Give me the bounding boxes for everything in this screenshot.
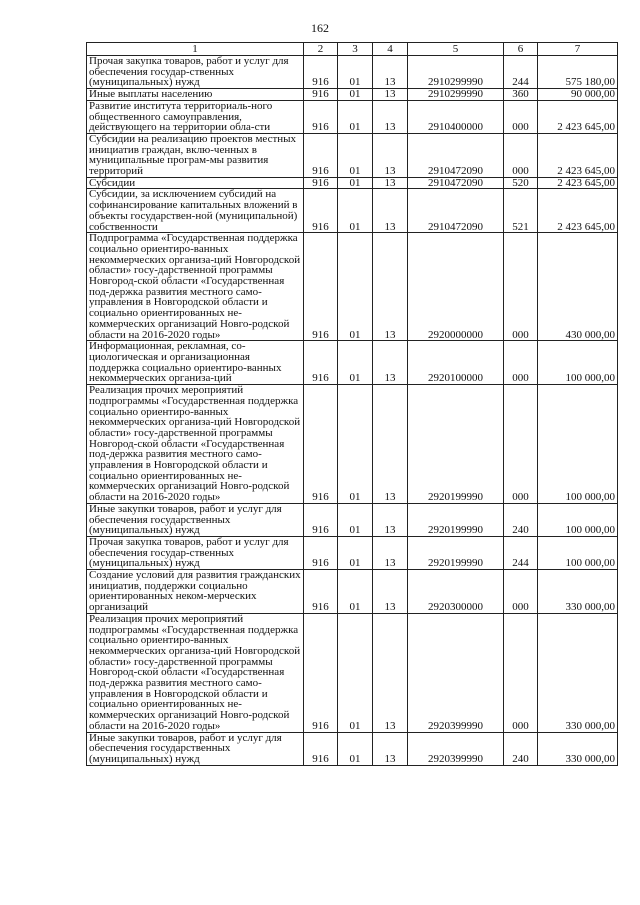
ministry-code: 916 (304, 503, 338, 536)
expense-type-code: 240 (504, 732, 538, 765)
subsection-code: 13 (373, 570, 408, 614)
subsection-code: 13 (373, 56, 408, 89)
column-header-6: 6 (504, 43, 538, 56)
section-code: 01 (338, 56, 373, 89)
table-row (87, 233, 618, 341)
subsection-code: 13 (373, 503, 408, 536)
ministry-code: 916 (304, 570, 338, 614)
section-code: 01 (338, 89, 373, 101)
ministry-code: 916 (304, 341, 338, 385)
amount: 575 180,00 (538, 56, 618, 89)
target-article-code: 2920399990 (408, 613, 504, 732)
expense-type-code: 000 (504, 570, 538, 614)
column-header-2: 2 (304, 43, 338, 56)
ministry-code: 916 (304, 732, 338, 765)
target-article-code: 2920199990 (408, 503, 504, 536)
item-name: Подпрограмма «Государственная поддержка социально ориентиро-ванных некоммерческих организа-ций Новгородской области» госу-дарственной программы Новгород-ской области «Государственная под-держка развития местного само-управления в Новгородской области и социально ориентированных не-коммерческих организаций Новго-родской области на 2016-2020 годы» (87, 233, 304, 341)
amount: 100 000,00 (538, 341, 618, 385)
ministry-code: 916 (304, 177, 338, 189)
section-code: 01 (338, 341, 373, 385)
amount: 2 423 645,00 (538, 189, 618, 233)
ministry-code: 916 (304, 189, 338, 233)
table-row (87, 56, 618, 89)
item-name: Прочая закупка товаров, работ и услуг для обеспечения государ-ственных (муниципальных) нужд (87, 56, 304, 89)
target-article-code: 2920100000 (408, 341, 504, 385)
target-article-code: 2910299990 (408, 89, 504, 101)
ministry-code: 916 (304, 56, 338, 89)
expense-type-code: 521 (504, 189, 538, 233)
section-code: 01 (338, 233, 373, 341)
ministry-code: 916 (304, 385, 338, 504)
section-code: 01 (338, 189, 373, 233)
ministry-code: 916 (304, 233, 338, 341)
target-article-code: 2910472090 (408, 189, 504, 233)
target-article-code: 2910400000 (408, 100, 504, 133)
expense-type-code: 244 (504, 536, 538, 569)
subsection-code: 13 (373, 233, 408, 341)
table-row (87, 89, 618, 101)
item-name: Создание условий для развития гражданских инициатив, поддержки социально ориентированных неком-мерческих организаций (87, 570, 304, 614)
subsection-code: 13 (373, 89, 408, 101)
item-name: Иные выплаты населению (87, 89, 304, 101)
subsection-code: 13 (373, 100, 408, 133)
target-article-code: 2910472090 (408, 177, 504, 189)
table-row (87, 385, 618, 504)
budget-table (86, 42, 618, 766)
amount: 330 000,00 (538, 613, 618, 732)
section-code: 01 (338, 570, 373, 614)
ministry-code: 916 (304, 133, 338, 177)
target-article-code: 2920300000 (408, 570, 504, 614)
section-code: 01 (338, 732, 373, 765)
amount: 100 000,00 (538, 536, 618, 569)
item-name: Субсидии, за исключением субсидий на софинансирование капитальных вложений в объекты государствен-ной (муниципальной) собственности (87, 189, 304, 233)
table-row (87, 503, 618, 536)
table-row (87, 100, 618, 133)
column-header-1: 1 (87, 43, 304, 56)
amount: 330 000,00 (538, 570, 618, 614)
target-article-code: 2920199990 (408, 385, 504, 504)
expense-type-code: 244 (504, 56, 538, 89)
item-name: Информационная, рекламная, со-циологическая и организационная поддержка социально ориентиро-ванных некоммерческих организа-ций (87, 341, 304, 385)
ministry-code: 916 (304, 100, 338, 133)
expense-type-code: 520 (504, 177, 538, 189)
expense-type-code: 360 (504, 89, 538, 101)
item-name: Реализация прочих мероприятий подпрограммы «Государственная поддержка социально ориентиро-ванных некоммерческих организа-ций Новгородской области» госу-дарственной программы Новгород-ской области «Государственная под-держка развития местного само-управления в Новгородской области и социально ориентированных не-коммерческих организаций Новго-родской области на 2016-2020 годы» (87, 613, 304, 732)
column-header-7: 7 (538, 43, 618, 56)
expense-type-code: 000 (504, 613, 538, 732)
table-row (87, 536, 618, 569)
amount: 100 000,00 (538, 385, 618, 504)
expense-type-code: 000 (504, 341, 538, 385)
amount: 430 000,00 (538, 233, 618, 341)
ministry-code: 916 (304, 613, 338, 732)
item-name: Прочая закупка товаров, работ и услуг для обеспечения государ-ственных (муниципальных) нужд (87, 536, 304, 569)
expense-type-code: 000 (504, 385, 538, 504)
section-code: 01 (338, 536, 373, 569)
section-code: 01 (338, 613, 373, 732)
table-header-row (87, 43, 618, 56)
subsection-code: 13 (373, 613, 408, 732)
ministry-code: 916 (304, 89, 338, 101)
item-name: Субсидии (87, 177, 304, 189)
section-code: 01 (338, 100, 373, 133)
target-article-code: 2920000000 (408, 233, 504, 341)
item-name: Субсидии на реализацию проектов местных инициатив граждан, вклю-ченных в муниципальные програм-мы развития территорий (87, 133, 304, 177)
table-row (87, 133, 618, 177)
item-name: Иные закупки товаров, работ и услуг для обеспечения государственных (муниципальных) нужд (87, 503, 304, 536)
table-row (87, 732, 618, 765)
section-code: 01 (338, 503, 373, 536)
subsection-code: 13 (373, 189, 408, 233)
target-article-code: 2910472090 (408, 133, 504, 177)
amount: 2 423 645,00 (538, 100, 618, 133)
table-row (87, 177, 618, 189)
subsection-code: 13 (373, 177, 408, 189)
subsection-code: 13 (373, 385, 408, 504)
column-header-4: 4 (373, 43, 408, 56)
target-article-code: 2920399990 (408, 732, 504, 765)
section-code: 01 (338, 385, 373, 504)
amount: 330 000,00 (538, 732, 618, 765)
ministry-code: 916 (304, 536, 338, 569)
table-row (87, 189, 618, 233)
column-header-3: 3 (338, 43, 373, 56)
subsection-code: 13 (373, 341, 408, 385)
column-header-5: 5 (408, 43, 504, 56)
expense-type-code: 000 (504, 133, 538, 177)
item-name: Реализация прочих мероприятий подпрограммы «Государственная поддержка социально ориентиро-ванных некоммерческих организа-ций Новгородской области» госу-дарственной программы Новгород-ской области «Государственная под-держка развития местного само-управления в Новгородской области и социально ориентированных не-коммерческих организаций Новго-родской области на 2016-2020 годы» (87, 385, 304, 504)
subsection-code: 13 (373, 536, 408, 569)
subsection-code: 13 (373, 732, 408, 765)
expense-type-code: 000 (504, 233, 538, 341)
target-article-code: 2920199990 (408, 536, 504, 569)
section-code: 01 (338, 177, 373, 189)
page-number: 162 (311, 21, 329, 35)
table-row (87, 341, 618, 385)
target-article-code: 2910299990 (408, 56, 504, 89)
expense-type-code: 000 (504, 100, 538, 133)
table-row (87, 570, 618, 614)
amount: 90 000,00 (538, 89, 618, 101)
section-code: 01 (338, 133, 373, 177)
amount: 2 423 645,00 (538, 133, 618, 177)
subsection-code: 13 (373, 133, 408, 177)
amount: 2 423 645,00 (538, 177, 618, 189)
table-row (87, 613, 618, 732)
item-name: Иные закупки товаров, работ и услуг для обеспечения государственных (муниципальных) нужд (87, 732, 304, 765)
expense-type-code: 240 (504, 503, 538, 536)
item-name: Развитие института территориаль-ного общественного самоуправления, действующего на территории обла-сти (87, 100, 304, 133)
amount: 100 000,00 (538, 503, 618, 536)
